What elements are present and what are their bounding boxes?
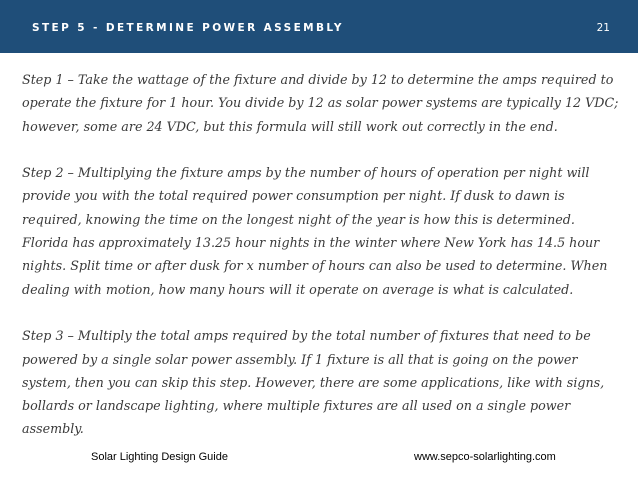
paragraph-step-3: Step 3 – Multiply the total amps required by the total number of fixtures that need to be powered by a single solar power assembly. If 1 fixture is all that is going on the power system, then you can skip this step. However, there are some applications, like with signs, bollards or landscape lighting, where multiple fixtures are all used on a single power assembly. [22, 328, 605, 437]
page-number: 21 [596, 22, 610, 34]
header-bar [0, 0, 638, 53]
footer-guide-title: Solar Lighting Design Guide [91, 451, 228, 463]
paragraph-step-1: Step 1 – Take the wattage of the fixture and divide by 12 to determine the amps required to operate the fixture for 1 hour. You divide by 12 as solar power systems are typically 12 VDC; however, some are 24 VDC, but this formula will still work out correctly in the end. [22, 72, 619, 134]
paragraph-step-2: Step 2 – Multiplying the fixture amps by the number of hours of operation per night will provide you with the total required power consumption per night. If dusk to dawn is required, knowing the time on the longest night of the year is how this is determined. Florida has approximately 13.25 hour nights in the winter where New York has 14.5 hour nights. Split time or after dusk for x number of hours can also be used to determine. When dealing with motion, how many hours will it operate on average is what is calculated. [22, 165, 608, 297]
page-title: STEP 5 - DETERMINE POWER ASSEMBLY [32, 22, 344, 34]
body-text [22, 68, 622, 464]
footer-website: www.sepco-solarlighting.com [414, 451, 556, 463]
